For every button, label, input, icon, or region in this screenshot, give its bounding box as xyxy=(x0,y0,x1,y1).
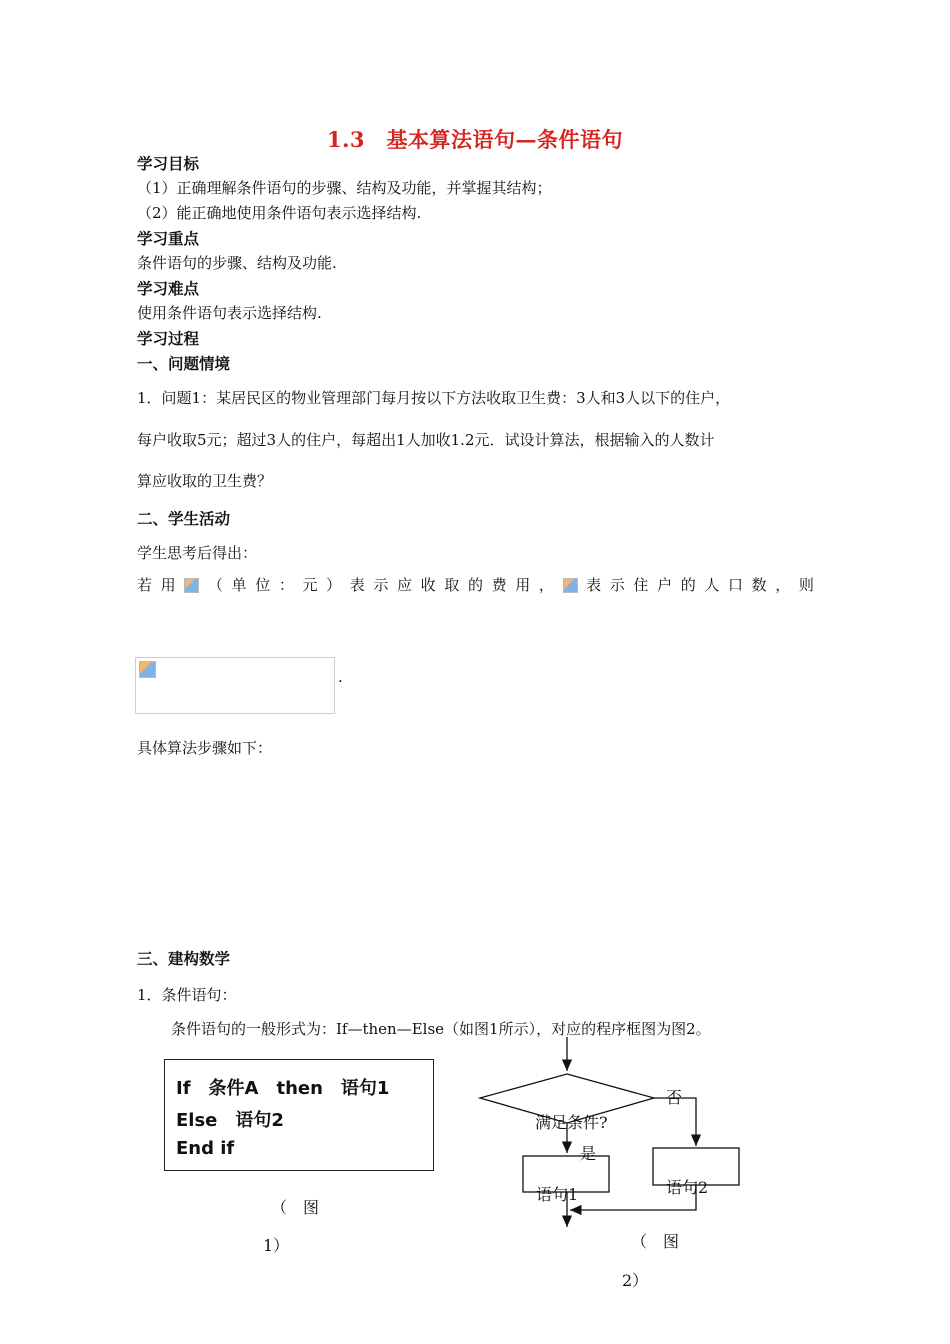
steps-label: 具体算法步骤如下： xyxy=(137,739,273,757)
student-thought: 学生思考后得出： xyxy=(137,544,258,562)
section3-heading: 三、建构数学 xyxy=(137,950,231,968)
conditional-item: 1．条件语句： xyxy=(137,986,237,1004)
code-line-else: Else 语句2 xyxy=(176,1110,284,1131)
section2-heading: 二、学生活动 xyxy=(137,510,231,528)
statement1-label: 语句1 xyxy=(536,1185,579,1204)
objectives-heading: 学习目标 xyxy=(137,155,200,173)
condition-label: 满足条件? xyxy=(535,1113,608,1132)
yes-label: 是 xyxy=(580,1144,597,1163)
difficulty-text: 使用条件语句表示选择结构. xyxy=(137,304,322,322)
definition-line: 若 用 （ 单 位 ： 元 ） 表 示 应 收 取 的 费 用 ， 表 示 住 户 的 人 口 数 ， 则 xyxy=(137,576,814,594)
figure1-caption-open: （ xyxy=(271,1198,288,1217)
key-points-heading: 学习重点 xyxy=(137,230,200,248)
difficulty-heading: 学习难点 xyxy=(137,280,200,298)
objective-2: （2）能正确地使用条件语句表示选择结构. xyxy=(137,204,422,222)
code-line-if: If 条件A then 语句1 xyxy=(176,1078,390,1099)
objective-1: （1）正确理解条件语句的步骤、结构及功能，并掌握其结构； xyxy=(137,179,552,197)
figure2-caption-number: 2） xyxy=(622,1271,649,1290)
page-title: 1.3 基本算法语句—条件语句 xyxy=(326,127,624,152)
problem-line-1: 1．问题1：某居民区的物业管理部门每月按以下方法收取卫生费：3人和3人以下的住户， xyxy=(137,389,731,407)
no-label: 否 xyxy=(666,1088,683,1107)
conditional-desc: 条件语句的一般形式为：If—then—Else（如图1所示），对应的程序框图为图2。 xyxy=(171,1020,711,1038)
code-line-endif: End if xyxy=(176,1138,235,1159)
formula-period: . xyxy=(338,668,343,686)
figure1-caption-word: 图 xyxy=(303,1198,320,1217)
figure1-caption-number: 1） xyxy=(263,1236,290,1255)
problem-line-2: 每户收取5元；超过3人的住户，每超出1人加收1.2元．试设计算法，根据输入的人数计 xyxy=(137,431,715,449)
key-points-text: 条件语句的步骤、结构及功能. xyxy=(137,254,337,272)
figure2-caption-open: （ xyxy=(631,1232,648,1251)
process-heading: 学习过程 xyxy=(137,330,200,348)
section1-heading: 一、问题情境 xyxy=(137,355,231,373)
figure2-caption-word: 图 xyxy=(663,1232,680,1251)
problem-line-3: 算应收取的卫生费？ xyxy=(137,472,273,490)
statement2-label: 语句2 xyxy=(666,1178,709,1197)
